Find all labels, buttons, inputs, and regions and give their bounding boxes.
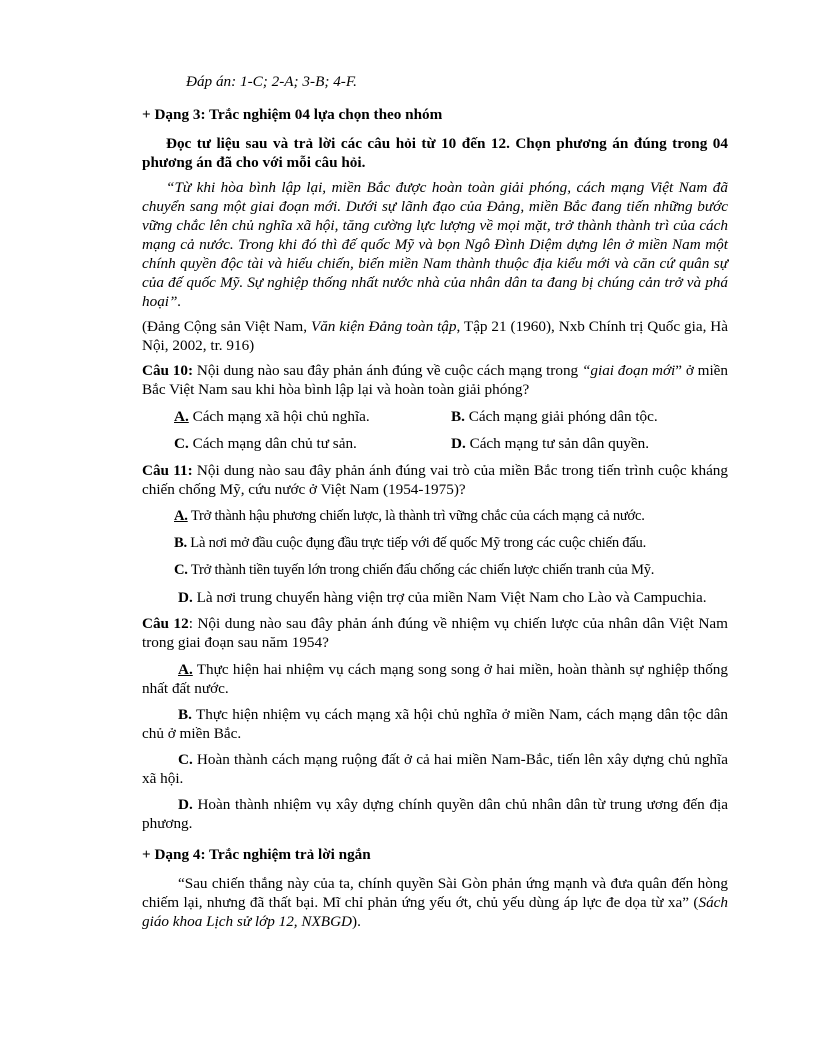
source-prefix: (Đảng Cộng sản Việt Nam, [142,318,311,335]
previous-answer-key: Đáp án: 1-C; 2-A; 3-B; 4-F. [186,73,357,90]
q10-option-b-text: Cách mạng giải phóng dân tộc. [464,408,658,425]
q10-option-d-letter: D. [451,435,466,452]
section-4-quote-text: “Sau chiến thắng này của ta, chính quyền Sài Gòn phản ứng mạnh và đưa quân đến hòng chiếm lại, nhưng đã thất bại. Mĩ chỉ phản ứng yếu ớt, chủ yếu dùng áp lực đe dọa từ xa” ( [142,875,728,911]
q12-option-b-letter: B. [178,706,192,723]
q12-option-c-letter: C. [178,751,193,768]
q12-option-c [142,750,728,788]
q10-option-c-letter: C. [174,435,189,452]
question-10-text-b: ” ở miền Bắc Việt Nam sau khi hòa bình lập lại và hoàn toàn giải phóng? [142,362,729,398]
q11-option-d [142,588,728,607]
q11-option-c-letter: C. [174,562,188,578]
q12-option-b [142,705,728,743]
q12-option-a-text: Thực hiện hai nhiệm vụ cách mạng song song ở hai miền, hoàn thành sự nghiệp thống nhất đất nước. [142,661,728,697]
question-12-text: : Nội dung nào sau đây phản ánh đúng về nhiệm vụ chiến lược của nhân dân Việt Nam trong giai đoạn sau năm 1954? [142,615,728,651]
section-4-quote [142,874,728,931]
q10-option-d-text: Cách mạng tư sản dân quyền. [465,435,650,452]
section-4-quote-end: ). [352,913,361,930]
q11-option-a-letter: A. [174,508,188,524]
q10-option-a [174,407,451,426]
q10-option-a-text: Cách mạng xã hội chủ nghĩa. [188,408,370,425]
question-12 [142,614,728,652]
q11-option-b [142,534,728,553]
q12-option-a [142,660,728,698]
question-11 [142,461,728,499]
q11-option-d-letter: D. [178,589,193,606]
q11-option-a [142,507,728,526]
section-3-instruction: Đọc tư liệu sau và trả lời các câu hỏi từ 10 đến 12. Chọn phương án đúng trong 04 phương án đã cho với mỗi câu hỏi. [142,135,728,171]
q12-option-d [142,795,728,833]
q12-option-c-text: Hoàn thành cách mạng ruộng đất ở cả hai miền Nam-Bắc, tiến lên xây dựng chủ nghĩa xã hội. [142,751,728,787]
q10-option-a-letter: A. [174,408,189,425]
section-3-heading: + Dạng 3: Trắc nghiệm 04 lựa chọn theo nhóm [142,106,443,123]
q11-option-c [142,561,728,580]
section-4-quote-source: Sách giáo khoa Lịch sử lớp 12, NXBGD [142,894,728,930]
q10-option-d [451,434,728,453]
q12-option-b-text: Thực hiện nhiệm vụ cách mạng xã hội chủ nghĩa ở miền Nam, cách mạng dân tộc dân chủ ở miền Bắc. [142,706,728,742]
q10-option-b [451,407,728,426]
question-10-text-a: Nội dung nào sau đây phản ánh đúng về cuộc cách mạng trong [193,362,582,379]
question-10-text-italic: “giai đoạn mới [581,362,676,379]
question-10-label: Câu 10: [142,362,194,379]
source-suffix: , Tập 21 (1960), Nxb Chính trị Quốc gia, Hà Nội, 2002, tr. 916) [142,318,728,354]
q11-option-b-text: Là nơi mở đầu cuộc đụng đầu trực tiếp với đế quốc Mỹ trong các cuộc chiến đấu. [186,535,646,551]
q11-option-d-text: Là nơi trung chuyển hàng viện trợ của miền Nam Việt Nam cho Lào và Campuchia. [192,589,707,606]
q12-option-d-text: Hoàn thành nhiệm vụ xây dựng chính quyền dân chủ nhân dân từ trung ương đến địa phương. [142,796,728,832]
q11-option-b-letter: B. [174,535,187,551]
source-title: Văn kiện Đảng toàn tập [310,318,457,335]
document-quote: “Từ khi hòa bình lập lại, miền Bắc được hoàn toàn giải phóng, cách mạng Việt Nam đã chuyển sang một giai đoạn mới. Dưới sự lãnh đạo của Đảng, miền Bắc đang tiến những bước vững chắc lên chủ nghĩa xã hội, tăng cường lực lượng về mọi mặt, trở thành thành trì của cách mạng cả nước. Trong khi đó thì đế quốc Mỹ và bọn Ngô Đình Diệm dựng lên ở miền Nam một chính quyền độc tài và hiếu chiến, biến miền Nam thành thuộc địa kiểu mới và căn cứ quân sự của đế quốc Mỹ. Sự nghiệp thống nhất nước nhà của nhân dân ta đang bị chúng cản trở và phá hoại”. [142,179,728,310]
q12-option-a-letter: A. [178,661,193,678]
document-page [142,72,728,931]
question-10-options-row-2 [142,434,728,453]
q11-option-c-text: Trở thành tiền tuyến lớn trong chiến đấu chống các chiến lược chiến tranh của Mỹ. [187,562,655,578]
question-10-options-row-1 [142,407,728,426]
q12-option-d-letter: D. [178,796,193,813]
quote-source [142,317,728,355]
question-10 [142,361,728,399]
q11-option-a-text: Trở thành hậu phương chiến lược, là thành trì vững chắc của cách mạng cả nước. [187,508,645,524]
question-11-label: Câu 11: [142,462,193,479]
question-11-text: Nội dung nào sau đây phản ánh đúng vai trò của miền Bắc trong tiến trình cuộc kháng chiến chống Mỹ, cứu nước ở Việt Nam (1954-1975)? [142,462,728,498]
q10-option-c-text: Cách mạng dân chủ tư sản. [188,435,357,452]
section-4-heading: + Dạng 4: Trắc nghiệm trả lời ngắn [142,846,371,863]
q10-option-b-letter: B. [451,408,465,425]
question-12-label: Câu 12 [142,615,189,632]
q10-option-c [174,434,451,453]
